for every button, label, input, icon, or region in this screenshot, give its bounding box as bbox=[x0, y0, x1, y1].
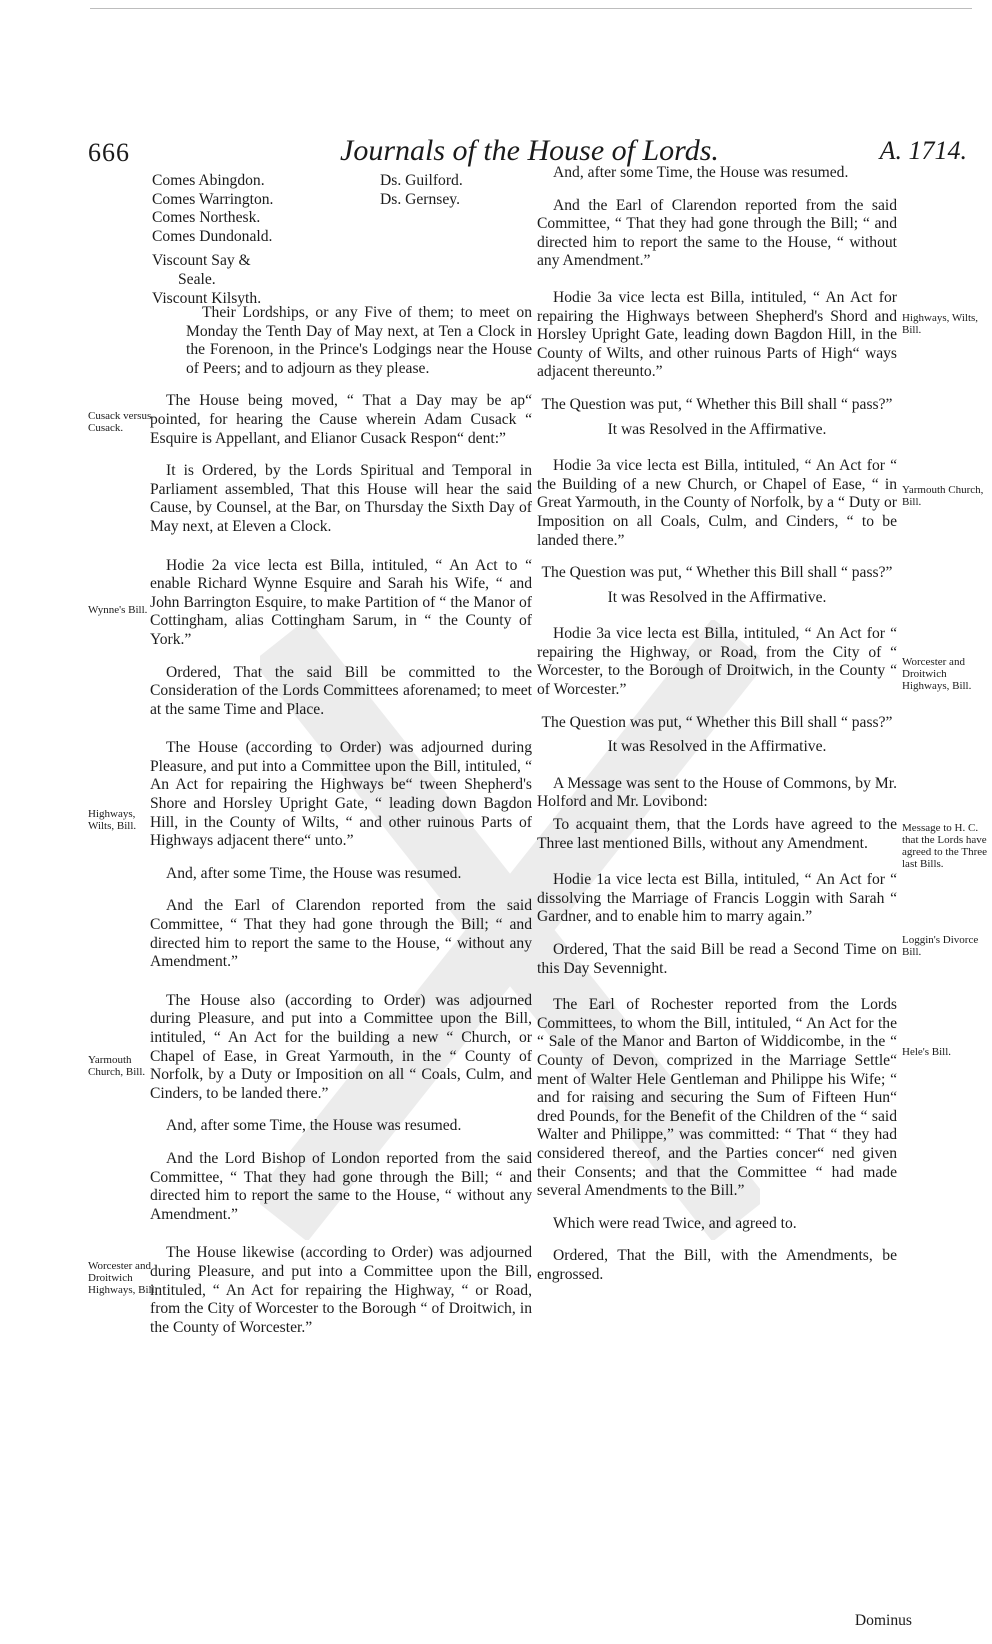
question: The Question was put, “ Whether this Bill shall “ pass?” bbox=[541, 564, 893, 582]
question: The Question was put, “ Whether this Bill shall “ pass?” bbox=[541, 713, 893, 731]
paragraph: The House also (according to Order) was adjourned during Pleasure, and put into a Committee upon the Bill, intituled, “ An Act for the building a new “ Church, or Chapel of Ease, in Great Yarmouth, in the “ County of Norfolk, by a Duty or Imposition on all “ Coals, Culm, and Cinders, to be landed there.” bbox=[150, 991, 532, 1102]
paragraph: The Earl of Rochester reported from the Lords Committees, to whom the Bill, intituled, “ An Act for the “ Sale of the Manor and Barton of Widdicombe, in the “ County of Devon, comprized in the Marriage Settle“ ment of Walter Hele Gentleman and Philippe his Wife; “ and for raising and securing the Sum of Fifteen Hun“ dred Pounds, for the Benefit of the Children of the “ said Walter and Philippe,” was committed: “ That “ they had considered thereof, and the Parties concer“ ned given their Consents; and that the Committee “ had made several Amendments to the Bill.” bbox=[537, 996, 897, 1200]
paragraph: Ordered, That the said Bill be read a Second Time on this Day Sevennight. bbox=[537, 941, 897, 977]
paragraph: And, after some Time, the House was resumed. bbox=[553, 164, 849, 181]
margin-note: Highways, Wilts, Bill. bbox=[902, 312, 979, 336]
lord-name: Comes Warrington. bbox=[152, 190, 274, 208]
lord-name: Ds. Guilford. bbox=[380, 172, 463, 189]
paragraph: The House being moved, “ That a Day may be ap“ pointed, for hearing the Cause wherein Adam Cusack “ Esquire is Appellant, and Elianor Cusack Respon“ dent:” bbox=[150, 392, 532, 447]
left-column bbox=[150, 304, 532, 1351]
lord-name: Ds. Gernsey. bbox=[380, 190, 460, 208]
page-title: Journals of the House of Lords. bbox=[340, 134, 719, 167]
paragraph: Ordered, That the said Bill be committed to the Consideration of the Lords Committees aforenamed; to meet at the same Time and Place. bbox=[150, 663, 532, 718]
resolution: It was Resolved in the Affirmative. bbox=[607, 420, 827, 438]
paragraph: And the Earl of Clarendon reported from the said Committee, “ That they had gone through the Bill; “ and directed him to report the same to the House, “ without any Amendment.” bbox=[537, 196, 897, 270]
paragraph: And, after some Time, the House was resumed. bbox=[166, 1117, 462, 1135]
paragraph: A Message was sent to the House of Commons, by Mr. Holford and Mr. Lovibond: bbox=[537, 774, 897, 811]
top-rule bbox=[90, 8, 972, 9]
margin-note: Cusack versus Cusack. bbox=[88, 410, 152, 434]
paragraph: Ordered, That the Bill, with the Amendments, be engrossed. bbox=[537, 1247, 897, 1283]
margin-note: Loggin's Divorce Bill. bbox=[902, 934, 979, 958]
lords-list-col2 bbox=[380, 172, 463, 209]
paragraph: And the Earl of Clarendon reported from the said Committee, “ That they had gone through the Bill; “ and directed him to report the same to the House, “ without any Amendment.” bbox=[150, 897, 532, 971]
lord-name: Comes Northesk. bbox=[152, 209, 261, 227]
paragraph: The House (according to Order) was adjourned during Pleasure, and put into a Committee upon the Bill, intituled, “ An Act for repairing the Highways be“ tween Shepherd's Shore and Horsley Upright Gate, “ leading down Bagdon Hill, in the County of Wilts, “ and other ruinous Parts of Highways adjacent there“ unto.” bbox=[150, 739, 532, 850]
lord-name: Seale. bbox=[178, 270, 216, 288]
paragraph: And the Lord Bishop of London reported from the said Committee, “ That they had gone through the Bill; “ and directed him to report the same to the House, “ without any Amendment.” bbox=[150, 1149, 532, 1223]
paragraph: Their Lordships, or any Five of them; to meet on Monday the Tenth Day of May next, at Ten a Clock in the Forenoon, in the Prince's Lodgings near the House of Peers; and to adjourn as they please. bbox=[186, 304, 532, 377]
paragraph: Hodie 1a vice lecta est Billa, intituled, “ An Act for “ dissolving the Marriage of Francis Loggin with Sarah “ Gardner, and to enable him to marry again.” bbox=[537, 871, 897, 926]
lord-name: Viscount Say & bbox=[152, 252, 251, 270]
paragraph: Which were read Twice, and agreed to. bbox=[553, 1214, 797, 1232]
resolution: It was Resolved in the Affirmative. bbox=[607, 588, 827, 606]
paragraph: Hodie 3a vice lecta est Billa, intituled, “ An Act for “ the Building of a new Church, or Chapel of Ease, “ in Great Yarmouth, in the County of Norfolk, by a “ Duty or Imposition on all Coals, Culm, and Cinders, “ to be landed there.” bbox=[537, 457, 897, 549]
lord-name: Viscount Kilsyth. bbox=[152, 289, 262, 307]
paragraph: Hodie 3a vice lecta est Billa, intituled, “ An Act for “ repairing the Highway, or Road, from the City of “ Worcester, to the Borough of Droitwich, in the County “ of Worcester.” bbox=[537, 625, 897, 699]
lord-name: Comes Dundonald. bbox=[152, 227, 273, 245]
margin-note: Yarmouth Church, Bill. bbox=[902, 484, 984, 508]
paragraph: Hodie 3a vice lecta est Billa, intituled, “ An Act for repairing the Highways between Shepherd's Shord and Horsley Upright Gate, leading down Bagdon Hill, in the County of Wilts, and other ruinous Parts of High“ ways adjacent thereunto.” bbox=[537, 288, 897, 381]
margin-note: Worcester and Droitwich Highways, Bill. bbox=[88, 1260, 158, 1296]
paragraph: The House likewise (according to Order) was adjourned during Pleasure, and put into a Committee upon the Bill, intituled, “ An Act for repairing the Highway, “ or Road, from the City of Worcester to the Borough “ of Droitwich, in the County of Worcester.” bbox=[150, 1244, 532, 1336]
margin-note: Message to H. C. that the Lords have agreed to the Three last Bills. bbox=[902, 822, 988, 870]
margin-note: Wynne's Bill. bbox=[88, 604, 148, 616]
resolution: It was Resolved in the Affirmative. bbox=[607, 738, 827, 756]
paragraph: To acquaint them, that the Lords have agreed to the Three last mentioned Bills, without any Amendment. bbox=[537, 816, 897, 852]
paragraph: Hodie 2a vice lecta est Billa, intituled, “ An Act to “ enable Richard Wynne Esquire and Sarah his Wife, “ and John Barrington Esquire, to make Partition of “ the Manor of Cottingham, alias Cottingham Sarum, in “ the County of York.” bbox=[150, 556, 532, 648]
lord-name: Comes Abingdon. bbox=[152, 172, 265, 189]
right-column bbox=[537, 164, 897, 1299]
page-year: A. 1714. bbox=[879, 136, 967, 165]
question: The Question was put, “ Whether this Bill shall “ pass?” bbox=[541, 395, 893, 413]
paragraph: And, after some Time, the House was resumed. bbox=[166, 864, 462, 882]
catchword: Dominus bbox=[854, 1612, 912, 1629]
paragraph: It is Ordered, by the Lords Spiritual and Temporal in Parliament assembled, That this House will hear the said Cause, by Counsel, at the Bar, on Thursday the Sixth Day of May next, at Eleven a Clock. bbox=[150, 462, 532, 535]
page-number: 666 bbox=[88, 138, 130, 167]
margin-note: Highways, Wilts, Bill. bbox=[88, 808, 137, 832]
lords-list-col1 bbox=[152, 172, 273, 308]
margin-note: Hele's Bill. bbox=[902, 1046, 952, 1058]
margin-note: Yarmouth Church, Bill. bbox=[88, 1054, 146, 1078]
margin-note: Worcester and Droitwich Highways, Bill. bbox=[902, 656, 972, 692]
